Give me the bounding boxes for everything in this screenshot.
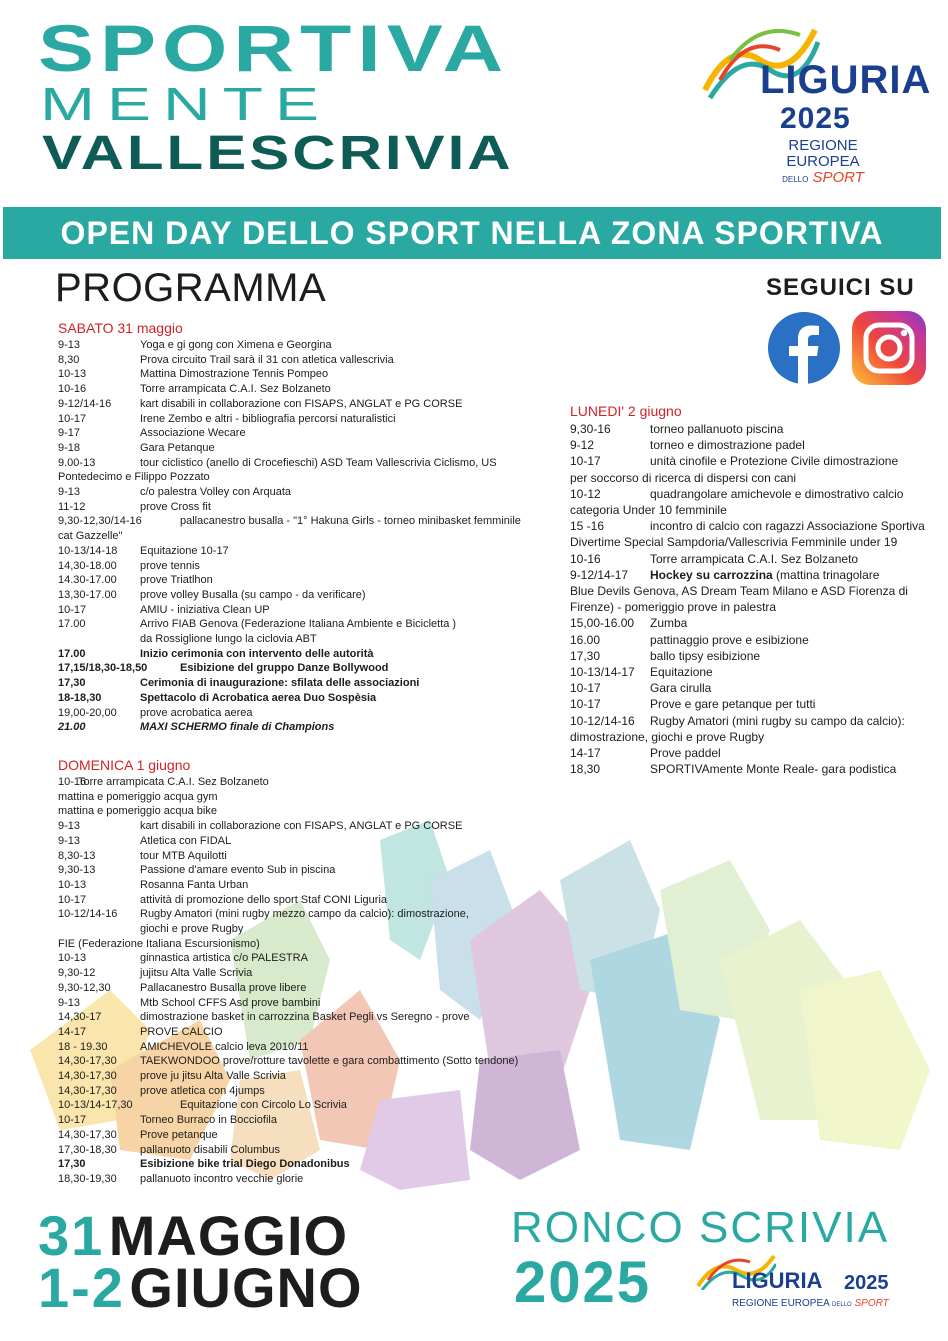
schedule-item-time: 14.30-17.00 bbox=[58, 574, 117, 587]
date2-number: 1-2 bbox=[38, 1256, 125, 1319]
schedule-item bbox=[58, 456, 548, 471]
schedule-item-description: pallanuoto disabili Columbus bbox=[140, 1143, 281, 1156]
schedule-item bbox=[570, 632, 930, 648]
schedule-item-time: 10-13/14-17 bbox=[570, 665, 635, 680]
liguria-2025-footer-logo bbox=[696, 1250, 916, 1320]
schedule-item-description: torneo pallanuoto piscina bbox=[650, 422, 784, 436]
schedule-item bbox=[58, 588, 548, 603]
schedule-item-description: dimostrazione, giochi e prove Rugby bbox=[570, 729, 765, 744]
schedule-item-time: 18 - 19.30 bbox=[58, 1040, 108, 1053]
schedule-item bbox=[58, 893, 548, 908]
open-day-banner bbox=[3, 207, 941, 259]
schedule-item bbox=[58, 951, 548, 966]
schedule-item bbox=[570, 680, 930, 696]
seguici-su-label: SEGUICI SU bbox=[766, 274, 915, 301]
footer-logo-sub bbox=[732, 1298, 889, 1309]
schedule-item-description: ginnastica artistica c/o PALESTRA bbox=[140, 952, 308, 965]
schedule-item-description: Irene Zembo e altri - bibliografia percorsi naturalistici bbox=[140, 412, 396, 425]
schedule-item bbox=[58, 849, 548, 864]
schedule-item-time: 15,00-16.00 bbox=[570, 616, 635, 631]
schedule-item bbox=[58, 603, 548, 618]
schedule-item-time: 10-16 bbox=[570, 551, 601, 566]
schedule-item-time: 9-17 bbox=[58, 427, 81, 440]
schedule-item-description: giochi e prove Rugby bbox=[140, 923, 244, 936]
lunedi-schedule-list bbox=[570, 421, 930, 777]
schedule-item-time: 8,30-13 bbox=[58, 849, 96, 862]
schedule-item bbox=[58, 907, 548, 922]
schedule-item-description: Firenze) - pomeriggio prove in palestra bbox=[570, 600, 777, 615]
lunedi-heading: LUNEDI' 2 giugno bbox=[570, 403, 682, 419]
schedule-item-description: Esibizione bike trial Diego Donadonibus bbox=[140, 1158, 350, 1171]
schedule-item bbox=[58, 966, 548, 981]
schedule-item-time: 17,30 bbox=[58, 1158, 86, 1171]
schedule-item-time: 18,30 bbox=[570, 762, 601, 777]
footer-logo-sport: SPORT bbox=[854, 1298, 889, 1309]
schedule-item-description: pallanuoto incontro vecchie glorie bbox=[140, 1172, 304, 1185]
schedule-item-description: mattina e pomeriggio acqua gym bbox=[58, 790, 218, 803]
schedule-item bbox=[58, 617, 548, 632]
schedule-item-time: 9,30-12 bbox=[58, 967, 96, 980]
schedule-item-description: mattina e pomeriggio acqua bike bbox=[58, 805, 217, 818]
schedule-item bbox=[58, 834, 548, 849]
schedule-item bbox=[58, 706, 548, 721]
schedule-item-time: 14,30-17,30 bbox=[58, 1128, 117, 1141]
schedule-item-time: 14,30-18.00 bbox=[58, 559, 117, 572]
schedule-item bbox=[570, 745, 930, 761]
schedule-item-time: 10-13 bbox=[58, 368, 87, 381]
schedule-item bbox=[58, 382, 548, 397]
schedule-item-description: Esibizione del gruppo Danze Bollywood bbox=[180, 662, 389, 675]
schedule-item-time: 17,30 bbox=[58, 677, 86, 690]
open-day-banner-text: OPEN DAY DELLO SPORT NELLA ZONA SPORTIVA bbox=[60, 215, 884, 251]
liguria-logo-europea: EUROPEA bbox=[786, 153, 860, 170]
schedule-item-description: Prove e gare petanque per tutti bbox=[650, 697, 816, 712]
schedule-item bbox=[58, 1040, 548, 1055]
schedule-item bbox=[58, 573, 548, 588]
schedule-item-time: 9,30-12,30 bbox=[58, 981, 111, 994]
schedule-item bbox=[58, 397, 548, 412]
schedule-item-description: Gara cirulla bbox=[650, 681, 712, 696]
schedule-item bbox=[58, 691, 548, 706]
schedule-item bbox=[570, 713, 930, 729]
schedule-item-time: 10-16 bbox=[58, 383, 87, 396]
schedule-item-description: Spettacolo di Acrobatica aerea Duo Sospèsia bbox=[140, 691, 377, 704]
date1-month: MAGGIO bbox=[108, 1204, 349, 1267]
schedule-item bbox=[570, 729, 930, 745]
schedule-item-time: 14,30-17 bbox=[58, 1011, 102, 1024]
schedule-item-description: FIE (Federazione Italiana Escursionismo) bbox=[58, 937, 260, 950]
schedule-item-description: Zumba bbox=[650, 616, 688, 631]
schedule-item-description: tour ciclistico (anello di Crocefieschi) ASD Team Vallescrivia Ciclismo, US bbox=[140, 456, 497, 469]
schedule-item-description: Equitazione 10-17 bbox=[140, 544, 229, 557]
schedule-item bbox=[570, 486, 930, 502]
schedule-item-description: tour MTB Aquilotti bbox=[140, 849, 227, 862]
schedule-item bbox=[58, 367, 548, 382]
schedule-item bbox=[58, 1128, 548, 1143]
schedule-item-time: 14,30-17,30 bbox=[58, 1070, 117, 1083]
schedule-item-time: 9-13 bbox=[58, 834, 81, 847]
date2-month: GIUGNO bbox=[129, 1256, 363, 1319]
schedule-item-time: 17.00 bbox=[58, 618, 86, 631]
schedule-item bbox=[570, 534, 930, 550]
schedule-item-time: 9-12 bbox=[570, 438, 595, 453]
schedule-item-description: PROVE CALCIO bbox=[140, 1025, 223, 1038]
schedule-item bbox=[58, 775, 548, 790]
schedule-item bbox=[58, 441, 548, 456]
schedule-item bbox=[58, 470, 548, 485]
schedule-item-description: dimostrazione basket in carrozzina Basket Pegli vs Seregno - prove bbox=[140, 1011, 470, 1024]
schedule-item-description: categoria Under 10 femminile bbox=[570, 503, 727, 518]
schedule-item-description: da Rossiglione lungo la ciclovia ABT bbox=[140, 633, 317, 646]
schedule-item-description: Prove paddel bbox=[650, 746, 721, 761]
schedule-item-description: Atletica con FIDAL bbox=[140, 834, 232, 847]
title-mente: MENTE bbox=[40, 77, 331, 130]
schedule-item-time: 10-17 bbox=[58, 893, 87, 906]
schedule-item bbox=[570, 421, 930, 437]
schedule-item-time: 9-12/14-17 bbox=[570, 567, 629, 582]
schedule-item-time: 10-12/14-16 bbox=[58, 908, 118, 921]
schedule-item bbox=[58, 863, 548, 878]
schedule-item bbox=[58, 1084, 548, 1099]
schedule-item-time: 10-17 bbox=[58, 1114, 87, 1127]
liguria-logo-dello-sport bbox=[778, 170, 868, 187]
facebook-icon[interactable] bbox=[768, 312, 840, 384]
schedule-item-description: Hockey su carrozzina (mattina trinagolare bbox=[650, 567, 880, 582]
schedule-item-description: Passione d'amare evento Sub in piscina bbox=[140, 864, 336, 877]
schedule-item-time bbox=[58, 632, 140, 647]
schedule-item-time: 10-13/14-18 bbox=[58, 544, 118, 557]
schedule-item-description: Rugby Amatori (mini rugby su campo da calcio): bbox=[650, 713, 905, 728]
schedule-item bbox=[58, 485, 548, 500]
schedule-item-description: Torneo Burraco in Bocciofila bbox=[140, 1114, 277, 1127]
schedule-item-time: 9-12/14-16 bbox=[58, 397, 112, 410]
schedule-item-description: Gara Petanque bbox=[140, 441, 215, 454]
schedule-item bbox=[58, 878, 548, 893]
schedule-item-time: 10-17 bbox=[570, 697, 601, 712]
schedule-item-time: 10-16 bbox=[58, 776, 87, 788]
schedule-item-time: 14,30-17,30 bbox=[58, 1055, 117, 1068]
schedule-item-description: AMICHEVOLE calcio leva 2010/11 bbox=[140, 1040, 309, 1053]
schedule-item-time: 10-17 bbox=[570, 681, 601, 696]
schedule-item bbox=[58, 922, 548, 937]
schedule-item bbox=[570, 615, 930, 631]
schedule-item-time: 10-13 bbox=[58, 952, 87, 965]
schedule-item-time: 10-13/14-17,30 bbox=[58, 1099, 133, 1112]
schedule-item-description: Arrivo FIAB Genova (Federazione Italiana Ambiente e Bicicletta ) bbox=[140, 618, 457, 631]
schedule-item-description: jujitsu Alta Valle Scrivia bbox=[140, 967, 253, 980]
schedule-item-time: 9-13 bbox=[58, 486, 81, 499]
schedule-item-description: Yoga e gi gong con Ximena e Georgina bbox=[140, 339, 332, 351]
schedule-item-description: TAEKWONDOO prove/rotture tavolette e gara combattimento (Sotto tendone) bbox=[140, 1055, 519, 1068]
schedule-item bbox=[570, 567, 930, 583]
schedule-item-time: 9-13 bbox=[58, 996, 81, 1009]
schedule-item-time: 9-13 bbox=[58, 820, 81, 833]
schedule-item-description: SPORTIVAmente Monte Reale- gara podistica bbox=[650, 762, 897, 777]
schedule-item-time: 8,30 bbox=[58, 353, 80, 366]
schedule-item bbox=[58, 1143, 548, 1158]
schedule-item-time: 17,30-18,30 bbox=[58, 1143, 117, 1156]
schedule-item bbox=[58, 1025, 548, 1040]
schedule-item-time: 9.00-13 bbox=[58, 456, 96, 469]
schedule-item bbox=[58, 1054, 548, 1069]
schedule-item-description: prove tennis bbox=[140, 559, 200, 572]
schedule-item-time: 9,30-12,30/14-16 bbox=[58, 515, 142, 528]
schedule-item bbox=[570, 583, 930, 599]
schedule-item bbox=[58, 1113, 548, 1128]
liguria-logo-name: LIGURIA bbox=[760, 58, 932, 102]
schedule-item bbox=[570, 437, 930, 453]
schedule-item bbox=[570, 761, 930, 777]
schedule-item-description: Divertime Special Sampdoria/Vallescrivia Femminile under 19 bbox=[570, 535, 898, 550]
schedule-item-time: 10-17 bbox=[58, 603, 87, 616]
schedule-item-description: Equitazione con Circolo Lo Scrivia bbox=[180, 1099, 347, 1112]
sabato-heading: SABATO 31 maggio bbox=[58, 320, 183, 336]
schedule-item-description: prove Cross fit bbox=[140, 500, 211, 513]
schedule-item-description: Blue Devils Genova, AS Dream Team Milano e ASD Fiorenza di bbox=[570, 584, 908, 599]
domenica-heading: DOMENICA 1 giugno bbox=[58, 757, 191, 773]
schedule-item-description: Prove petanque bbox=[140, 1128, 218, 1141]
schedule-item bbox=[58, 1098, 548, 1113]
schedule-item bbox=[58, 676, 548, 691]
date-line-2 bbox=[38, 1258, 363, 1333]
schedule-item-description: torneo e dimostrazione padel bbox=[650, 438, 805, 453]
schedule-item-description: attività di promozione dello sport Staf CONI Liguria bbox=[140, 893, 388, 906]
date1-number: 31 bbox=[38, 1204, 105, 1267]
schedule-item-description: ballo tipsy esibizione bbox=[650, 648, 761, 663]
liguria-logo-dello: DELLO bbox=[782, 175, 809, 184]
schedule-item-description: AMIU - iniziativa Clean UP bbox=[140, 603, 270, 616]
schedule-item-time: 9,30-13 bbox=[58, 864, 96, 877]
schedule-item bbox=[570, 453, 930, 469]
schedule-item bbox=[570, 518, 930, 534]
schedule-item-description: MAXI SCHERMO finale di Champions bbox=[140, 721, 335, 734]
schedule-item bbox=[58, 632, 548, 647]
schedule-item-time: 19,00-20,00 bbox=[58, 706, 117, 719]
domenica-schedule-list bbox=[58, 775, 548, 1187]
schedule-item bbox=[58, 529, 548, 544]
schedule-item-time: 17.00 bbox=[58, 647, 86, 660]
schedule-item-description: Associazione Wecare bbox=[140, 427, 246, 440]
schedule-item bbox=[58, 790, 548, 805]
schedule-item-description: Prova circuito Trail sarà il 31 con atletica vallescrivia bbox=[140, 353, 394, 366]
schedule-item-time bbox=[58, 922, 140, 937]
schedule-item-time: 15 -16 bbox=[570, 519, 605, 534]
schedule-item bbox=[58, 819, 548, 834]
schedule-item-time: 9,30-16 bbox=[570, 422, 611, 436]
title-sportiva: SPORTIVA bbox=[38, 11, 510, 86]
schedule-item bbox=[570, 502, 930, 518]
schedule-item-time: 14-17 bbox=[570, 746, 601, 761]
title-vallescrivia: VALLESCRIVIA bbox=[42, 126, 514, 180]
schedule-item-description: incontro di calcio con ragazzi Associazione Sportiva bbox=[650, 519, 925, 534]
schedule-item bbox=[570, 551, 930, 567]
schedule-item bbox=[58, 996, 548, 1011]
schedule-item-description: pallacanestro busalla - "1° Hakuna Girls - torneo minibasket femminile bbox=[180, 515, 521, 528]
instagram-icon[interactable] bbox=[852, 311, 926, 385]
schedule-item-description: Rosanna Fanta Urban bbox=[140, 878, 249, 891]
schedule-item bbox=[58, 1069, 548, 1084]
schedule-item bbox=[58, 426, 548, 441]
footer-logo-year: 2025 bbox=[844, 1272, 889, 1294]
schedule-item bbox=[58, 937, 548, 952]
schedule-item-description: prove Triatlhon bbox=[140, 574, 213, 587]
footer-logo-dello: DELLO bbox=[832, 1302, 852, 1308]
schedule-item bbox=[58, 647, 548, 662]
schedule-item-description: kart disabili in collaborazione con FISAPS, ANGLAT e PG CORSE bbox=[140, 820, 463, 833]
schedule-item-description: pattinaggio prove e esibizione bbox=[650, 632, 809, 647]
schedule-item-time: 18-18,30 bbox=[58, 691, 102, 704]
schedule-item bbox=[58, 500, 548, 515]
schedule-item bbox=[58, 353, 548, 368]
schedule-item-description: c/o palestra Volley con Arquata bbox=[140, 486, 292, 499]
schedule-item-time: 14,30-17,30 bbox=[58, 1084, 117, 1097]
schedule-item-time: 10-17 bbox=[58, 412, 87, 425]
schedule-item-time: 18,30-19,30 bbox=[58, 1172, 117, 1185]
schedule-item-time: 10-12/14-16 bbox=[570, 713, 635, 728]
schedule-item bbox=[58, 1157, 548, 1172]
schedule-item bbox=[58, 661, 548, 676]
schedule-item-description: Torre arrampicata C.A.I. Sez Bolzaneto bbox=[650, 551, 859, 566]
schedule-item-description: kart disabili in collaborazione con FISAPS, ANGLAT e PG CORSE bbox=[140, 397, 463, 410]
schedule-item-description: Cerimonia di inaugurazione: sfilata delle associazioni bbox=[140, 677, 420, 690]
schedule-item-description: cat Gazzelle" bbox=[58, 530, 123, 543]
schedule-item-description: prove atletica con 4jumps bbox=[140, 1084, 265, 1097]
schedule-item-description: Pallacanestro Busalla prove libere bbox=[140, 981, 307, 994]
schedule-item-description: Pontedecimo e Filippo Pozzato bbox=[58, 471, 210, 484]
schedule-item-time: 9-13 bbox=[58, 339, 81, 351]
schedule-item-description: Inizio cerimonia con intervento delle autorità bbox=[140, 647, 374, 660]
schedule-item bbox=[570, 599, 930, 615]
liguria-logo-year: 2025 bbox=[780, 102, 851, 135]
schedule-item-description: prove volley Busalla (su campo - da verificare) bbox=[140, 588, 366, 601]
liguria-2025-logo bbox=[700, 20, 930, 190]
schedule-item-description: prove ju jitsu Alta Valle Scrivia bbox=[140, 1070, 286, 1083]
footer-year: 2025 bbox=[514, 1250, 652, 1315]
schedule-item-time: 11-12 bbox=[58, 500, 86, 513]
schedule-item bbox=[58, 412, 548, 427]
schedule-item bbox=[58, 1172, 548, 1187]
liguria-logo-regione: REGIONE bbox=[788, 137, 858, 154]
schedule-item bbox=[58, 720, 548, 735]
schedule-item-description: Mattina Dimostrazione Tennis Pompeo bbox=[140, 368, 329, 381]
schedule-item-time: 10-13 bbox=[58, 878, 87, 891]
schedule-item-description: prove acrobatica aerea bbox=[140, 706, 253, 719]
schedule-item bbox=[58, 804, 548, 819]
programma-heading: PROGRAMMA bbox=[55, 266, 327, 310]
schedule-item bbox=[570, 664, 930, 680]
schedule-item bbox=[58, 981, 548, 996]
location-ronco-scrivia: RONCO SCRIVIA bbox=[511, 1203, 890, 1252]
liguria-logo-sport: SPORT bbox=[812, 169, 864, 186]
schedule-item-time: 16.00 bbox=[570, 632, 601, 647]
schedule-item-time: 21.00 bbox=[58, 721, 86, 734]
footer-logo-regione-europea: REGIONE EUROPEA bbox=[732, 1298, 830, 1309]
schedule-item-time: 13,30-17.00 bbox=[58, 588, 117, 601]
schedule-item bbox=[58, 338, 548, 353]
schedule-item-description: unità cinofile e Protezione Civile dimostrazione bbox=[650, 454, 899, 469]
schedule-item-description: Torre arrampicata C.A.I. Sez Bolzaneto bbox=[140, 383, 331, 396]
schedule-item-time: 17,15/18,30-18,50 bbox=[58, 662, 148, 675]
sabato-schedule-list bbox=[58, 338, 548, 735]
schedule-item-time: 10-12 bbox=[570, 486, 601, 501]
schedule-item bbox=[58, 559, 548, 574]
schedule-item bbox=[58, 514, 548, 529]
schedule-item-time: 10-17 bbox=[570, 454, 601, 469]
schedule-item-description: quadrangolare amichevole e dimostrativo calcio bbox=[650, 486, 904, 501]
schedule-item bbox=[58, 544, 548, 559]
schedule-item bbox=[570, 696, 930, 712]
schedule-item-time: 17,30 bbox=[570, 648, 601, 663]
schedule-item-description: Mtb School CFFS Asd prove bambini bbox=[140, 996, 321, 1009]
schedule-item-description: Torre arrampicata C.A.I. Sez Bolzaneto bbox=[78, 776, 269, 788]
schedule-item-description: Rugby Amatori (mini rugby mezzo campo da calcio): dimostrazione, bbox=[140, 908, 469, 921]
schedule-item bbox=[58, 1010, 548, 1025]
schedule-item bbox=[570, 470, 930, 486]
schedule-item-description: per soccorso di ricerca di dispersi con cani bbox=[570, 470, 797, 485]
schedule-item bbox=[570, 648, 930, 664]
schedule-item-time: 14-17 bbox=[58, 1025, 87, 1038]
footer-logo-name: LIGURIA bbox=[732, 1268, 823, 1293]
schedule-item-description: Equitazione bbox=[650, 665, 713, 680]
schedule-item-time: 9-18 bbox=[58, 441, 81, 454]
